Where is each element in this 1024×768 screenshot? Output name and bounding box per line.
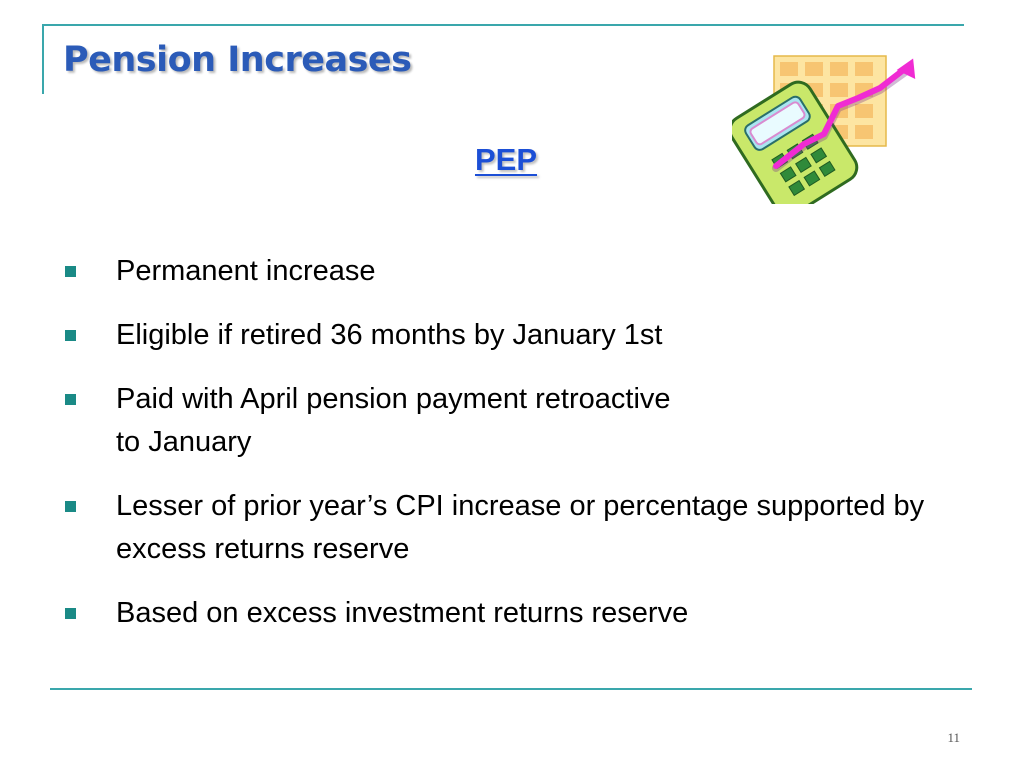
bullet-text: Paid with April pension payment retroactive to January	[116, 383, 671, 458]
list-item	[60, 592, 960, 635]
slide-subtitle: PEP	[474, 142, 538, 177]
bottom-divider	[50, 688, 972, 690]
bullet-text: Eligible if retired 36 months by January 1st	[116, 319, 663, 351]
list-item	[60, 485, 960, 571]
slide-title: Pension Increases	[63, 40, 412, 80]
calculator-growth-chart-icon	[732, 48, 928, 204]
square-bullet-icon	[65, 330, 76, 341]
top-frame-line	[44, 24, 964, 26]
square-bullet-icon	[65, 266, 76, 277]
page-number: 11	[947, 730, 960, 745]
square-bullet-icon	[65, 394, 76, 405]
list-item	[60, 250, 960, 293]
bullet-text: Based on excess investment returns reserve	[116, 597, 689, 629]
left-frame-line	[42, 24, 44, 94]
square-bullet-icon	[65, 608, 76, 619]
square-bullet-icon	[65, 501, 76, 512]
list-item	[60, 314, 960, 357]
list-item	[60, 378, 960, 464]
bullet-list	[60, 250, 960, 656]
bullet-text: Lesser of prior year’s CPI increase or percentage supported by excess returns reserve	[116, 490, 925, 565]
bullet-text: Permanent increase	[116, 255, 376, 287]
